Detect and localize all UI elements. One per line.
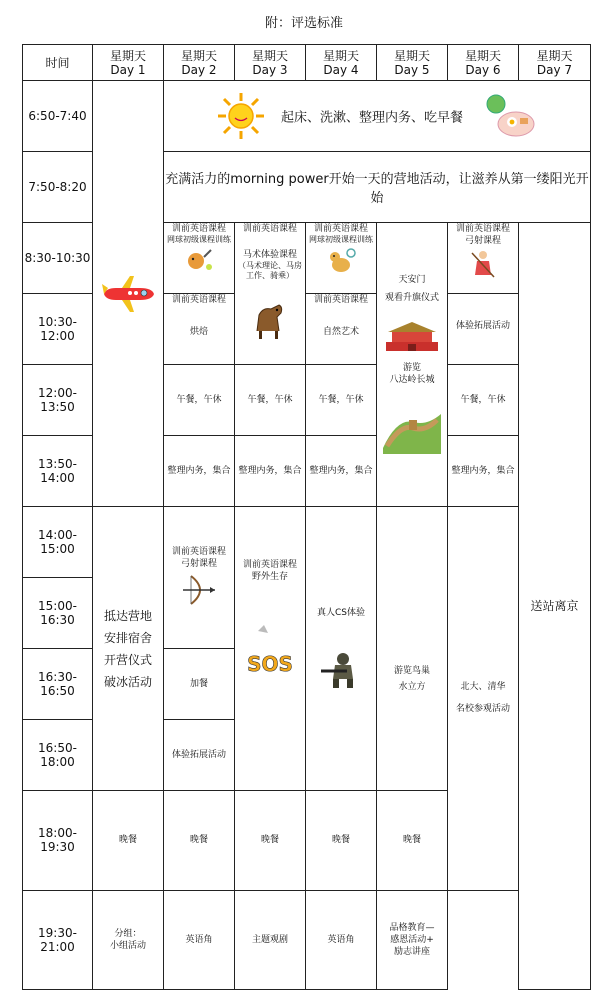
schedule-table	[22, 44, 591, 990]
morning-cell	[164, 81, 591, 152]
day6-outward-cell: 体验拓展活动	[448, 294, 519, 365]
header-day-1: 星期天 Day 1	[93, 45, 164, 81]
time-slot: 8:30-10:30	[23, 223, 93, 294]
archer-icon	[468, 249, 498, 281]
day6-archery-label: 弓射课程	[464, 236, 501, 246]
day3-lunch-cell: 午餐，午休	[235, 365, 306, 436]
day3-course-label: 训前英语课程	[242, 224, 297, 234]
day2-extra-meal-cell: 加餐	[164, 649, 235, 720]
day5-dinner-cell: 晚餐	[377, 791, 448, 891]
day5-evening-line: 励志讲座	[393, 946, 430, 957]
header-day-4: 星期天 Day 4	[306, 45, 377, 81]
day2-tennis-label: 网球初级课程训练	[167, 235, 231, 244]
day1-arrival-line: 开营仪式	[103, 652, 152, 667]
day1-arrival-line: 破冰活动	[103, 674, 152, 689]
airplane-icon	[100, 274, 156, 314]
morning-text: 起床、洗漱、整理内务、吃早餐	[280, 110, 463, 126]
day2-lunch-cell: 午餐，午休	[164, 365, 235, 436]
time-slot: 16:50-18:00	[23, 720, 93, 791]
day3-horse-detail: （马术理论、马房工作、骑乘）	[238, 261, 302, 280]
day5-nest-label: 游览鸟巢	[393, 665, 430, 676]
day1-travel-cell	[93, 81, 164, 507]
tennis-icon	[184, 247, 214, 275]
day4-art-cell	[306, 294, 377, 365]
day2-baking-cell	[164, 294, 235, 365]
header-day-5: 星期天 Day 5	[377, 45, 448, 81]
day2-course3-label: 训前英语课程	[171, 546, 226, 557]
day3-horse-cell	[235, 223, 306, 365]
header-day-2: 星期天 Day 2	[164, 45, 235, 81]
day2-baking-label: 烘焙	[189, 327, 208, 337]
day2-evening-cell: 英语角	[164, 890, 235, 990]
day5-wall-label: 八达岭长城	[389, 374, 435, 385]
day6-course-label: 训前英语课程	[455, 224, 510, 234]
day5-cube-label: 水立方	[398, 681, 426, 692]
day4-dinner-cell: 晚餐	[306, 791, 377, 891]
time-slot: 14:00-15:00	[23, 507, 93, 578]
day1-arrival-line: 安排宿舍	[103, 630, 152, 645]
day3-horse-label: 马术体验课程	[242, 250, 297, 260]
day2-course2-label: 训前英语课程	[171, 295, 226, 305]
day3-course2-label: 训前英语课程	[242, 560, 297, 570]
time-slot: 13:50-14:00	[23, 436, 93, 507]
day6-visit-label: 名校参观活动	[455, 704, 510, 715]
time-slot: 15:00-16:30	[23, 578, 93, 649]
day1-evening-cell	[93, 890, 164, 990]
header-time: 时间	[23, 45, 93, 81]
day5-tour-label: 游览	[402, 362, 421, 373]
header-day-3: 星期天 Day 3	[235, 45, 306, 81]
day2-tidy-cell: 整理内务，集合	[164, 436, 235, 507]
day5-tiananmen-label: 天安门	[398, 274, 426, 285]
day2-archery-cell	[164, 507, 235, 649]
day2-outward-cell: 体验拓展活动	[164, 720, 235, 791]
sos-icon	[244, 623, 296, 687]
day1-evening-line: 分组：	[114, 928, 142, 939]
header-day-6: 星期天 Day 6	[448, 45, 519, 81]
day3-survival-cell	[235, 507, 306, 791]
great-wall-icon	[383, 408, 441, 454]
day2-tennis-cell	[164, 223, 235, 294]
horse-icon	[249, 301, 291, 341]
day3-survival-label: 野外生存	[251, 572, 288, 582]
morning-power-cell: 充满活力的morning power开始一天的营地活动，让滋养从第一缕阳光开始	[164, 152, 591, 223]
day4-art-label: 自然艺术	[322, 327, 359, 337]
day4-course2-label: 训前英语课程	[313, 295, 368, 305]
day3-evening-cell: 主题观剧	[235, 890, 306, 990]
time-slot: 19:30-21:00	[23, 890, 93, 990]
day1-arrival-cell	[93, 507, 164, 791]
day4-cs-label: 真人CS体验	[317, 607, 365, 618]
day4-tidy-cell: 整理内务，集合	[306, 436, 377, 507]
day6-uni-label: 北大、清华	[460, 682, 506, 693]
day4-lunch-cell: 午餐，午休	[306, 365, 377, 436]
time-slot: 7:50-8:20	[23, 152, 93, 223]
tennis-dog-icon	[325, 247, 357, 275]
sun-icon	[216, 91, 266, 141]
day2-dinner-cell: 晚餐	[164, 791, 235, 891]
day5-nest-cell	[377, 507, 448, 791]
day6-uni-cell	[448, 507, 519, 891]
day5-flag-label: 观看升旗仪式	[384, 292, 439, 303]
time-slot: 16:30-16:50	[23, 649, 93, 720]
day3-tidy-cell: 整理内务，集合	[235, 436, 306, 507]
day6-lunch-cell: 午餐，午休	[448, 365, 519, 436]
day6-archery-cell	[448, 223, 519, 294]
day1-arrival-line: 抵达营地	[103, 608, 152, 623]
breakfast-icon	[482, 92, 538, 140]
day3-dinner-cell: 晚餐	[235, 791, 306, 891]
day6-tidy-cell: 整理内务，集合	[448, 436, 519, 507]
time-slot: 18:00-19:30	[23, 791, 93, 891]
day4-cs-cell	[306, 507, 377, 791]
time-slot: 12:00-13:50	[23, 365, 93, 436]
day5-tour-cell	[377, 223, 448, 507]
day4-evening-cell: 英语角	[306, 890, 377, 990]
page-title: 附：评选标准	[264, 16, 343, 31]
soldier-icon	[317, 649, 365, 689]
svg-text:SOS: SOS	[247, 652, 293, 676]
day2-archery-label: 弓射课程	[180, 558, 217, 569]
day2-course-label: 训前英语课程	[171, 224, 226, 234]
day4-tennis-label: 网球初级课程训练	[309, 235, 373, 244]
time-slot: 6:50-7:40	[23, 81, 93, 152]
day7-depart-cell: 送站离京	[519, 223, 591, 990]
bow-arrow-icon	[179, 572, 219, 608]
day5-evening-cell	[377, 890, 448, 990]
tiananmen-icon	[384, 318, 440, 352]
day1-dinner-cell: 晚餐	[93, 791, 164, 891]
day1-evening-line: 小组活动	[109, 940, 146, 951]
time-slot: 10:30-12:00	[23, 294, 93, 365]
day5-evening-line: 品格教育—	[389, 922, 435, 933]
day5-evening-line: 感恩活动+	[390, 934, 434, 945]
day4-tennis-cell	[306, 223, 377, 294]
header-day-7: 星期天 Day 7	[519, 45, 591, 81]
day4-course-label: 训前英语课程	[313, 224, 368, 234]
